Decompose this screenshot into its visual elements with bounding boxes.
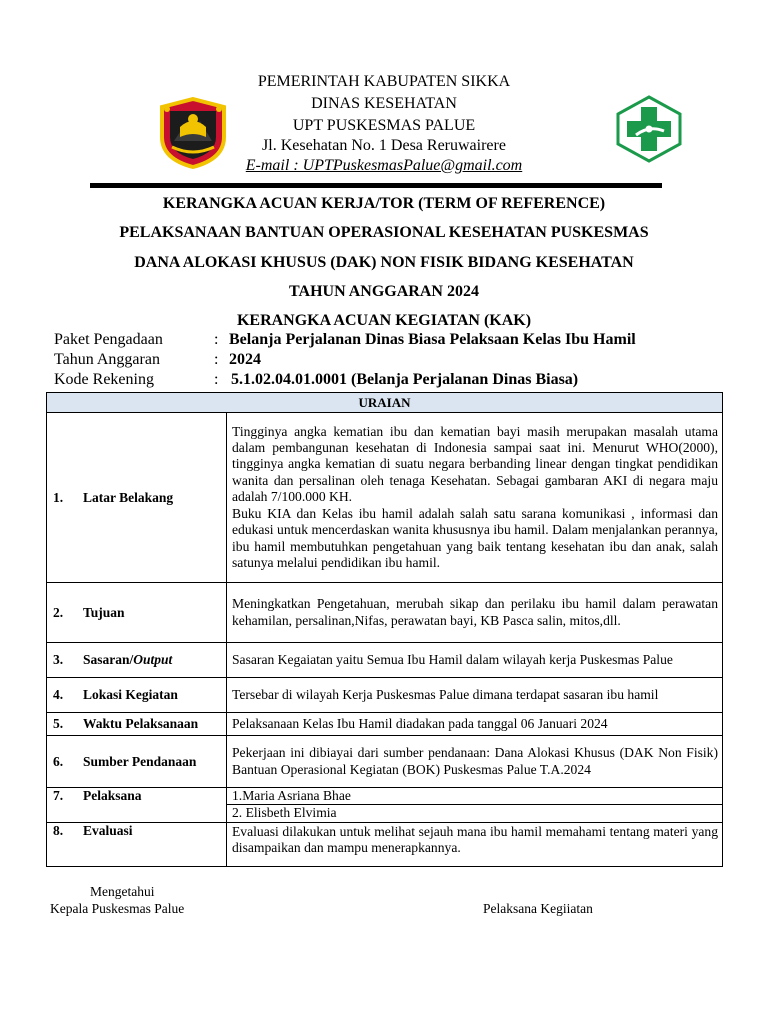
header-government: PEMERINTAH KABUPATEN SIKKA [257, 73, 511, 90]
doc-title-1: KERANGKA ACUAN KERJA/TOR (TERM OF REFERENCE) [162, 195, 606, 212]
paket-label: Paket Pengadaan [54, 331, 163, 348]
table-row [47, 413, 723, 583]
row-label-sumber: 6. Sumber Pendanaan [47, 736, 227, 788]
header-email[interactable]: E-mail : UPTPuskesmasPalue@gmail.com [245, 157, 523, 174]
kode-colon: : [214, 371, 219, 388]
row-label-tujuan: 2. Tujuan [47, 583, 227, 643]
table-row [47, 678, 723, 713]
row-label-waktu: 5. Waktu Pelaksanaan [47, 713, 227, 736]
doc-title-5: KERANGKA ACUAN KEGIATAN (KAK) [236, 312, 532, 329]
row-text-latar-belakang: Tingginya angka kematian ibu dan kematian bayi masih merupakan masalah utama dalam pembangunan kesehatan di Indonesia sampai saat ini. Menurut WHO(2000), tingginya angka kematian di suatu negara berbanding linear dengan tingkat pendidikan wanita dan persalinan oleh tenaga Kesehatan. Sebagai gambaran AKI di negara maju adalah 7/100.000 KH. Buku KIA dan Kelas ibu hamil adalah salah satu sarana komunikasi , informasi dan edukasi untuk mencerdaskan wanita khususnya ibu hamil. Dalam menjalankan perannya, ibu hamil membutuhkan pengetahuan yang baik tentang kesehatan ibu dan anak, salah satunya melalui pendidikan ibu hamil. [227, 413, 723, 583]
row-label-latar-belakang: 1. Latar Belakang [47, 413, 227, 583]
row-text-evaluasi: Evaluasi dilakukan untuk melihat sejauh mana ibu hamil memahami tentang materi yang disampaikan dan mampu menerapkannya. [227, 822, 723, 866]
uraian-table [46, 392, 723, 867]
table-row [47, 643, 723, 678]
table-row [47, 788, 723, 823]
header-department: DINAS KESEHATAN [311, 95, 457, 112]
signature-kepala: Kepala Puskesmas Palue [50, 901, 185, 916]
tahun-label: Tahun Anggaran [54, 351, 160, 368]
row-text-pelaksana: 1.Maria Asriana Bhae 2. Elisbeth Elvimia [227, 788, 723, 823]
row-label-lokasi: 4. Lokasi Kegiatan [47, 678, 227, 713]
doc-title-3: DANA ALOKASI KHUSUS (DAK) NON FISIK BIDANG KESEHATAN [134, 254, 634, 271]
table-row [47, 736, 723, 788]
doc-title-2: PELAKSANAAN BANTUAN OPERASIONAL KESEHATAN PUSKESMAS [119, 224, 649, 241]
row-label-evaluasi: 8. Evaluasi [47, 822, 227, 866]
header-puskesmas: UPT PUSKESMAS PALUE [292, 117, 476, 134]
table-row [47, 713, 723, 736]
header-address: Jl. Kesehatan No. 1 Desa Reruwairere [262, 137, 506, 154]
signature-pelaksana: Pelaksana Kegiiatan [483, 901, 593, 916]
uraian-header: URAIAN [47, 393, 723, 413]
row-text-waktu: Pelaksanaan Kelas Ibu Hamil diadakan pada tanggal 06 Januari 2024 [227, 713, 723, 736]
kode-label: Kode Rekening [54, 371, 154, 388]
table-row [47, 583, 723, 643]
row-label-pelaksana: 7. Pelaksana [47, 788, 227, 823]
doc-title-4: TAHUN ANGGARAN 2024 [289, 283, 479, 300]
puskesmas-logo-icon [614, 95, 684, 163]
paket-value: Belanja Perjalanan Dinas Biasa Pelaksaan Kelas Ibu Hamil [229, 331, 636, 348]
row-text-tujuan: Meningkatkan Pengetahuan, merubah sikap dan perilaku ibu hamil dalam perawatan kehamilan, persalinan,Nifas, perawatan bayi, KB Pasca salin, mitos,dll. [227, 583, 723, 643]
row-label-sasaran: 3. Sasaran/Output [47, 643, 227, 678]
row-text-sumber: Pekerjaan ini dibiayai dari sumber pendanaan: Dana Alokasi Khusus (DAK Non Fisik) Bantuan Operasional Kegiatan (BOK) Puskesmas Palue T.A.2024 [227, 736, 723, 788]
tahun-value: 2024 [229, 351, 261, 368]
row-text-lokasi: Tersebar di wilayah Kerja Puskesmas Palue dimana terdapat sasaran ibu hamil [227, 678, 723, 713]
row-text-sasaran: Sasaran Kegaiatan yaitu Semua Ibu Hamil dalam wilayah kerja Puskesmas Palue [227, 643, 723, 678]
header-divider [90, 183, 662, 188]
signature-mengetahui: Mengetahui [90, 884, 155, 899]
paket-colon: : [214, 331, 219, 348]
table-row [47, 822, 723, 866]
tahun-colon: : [214, 351, 219, 368]
kode-value: 5.1.02.04.01.0001 (Belanja Perjalanan Dinas Biasa) [231, 371, 579, 388]
